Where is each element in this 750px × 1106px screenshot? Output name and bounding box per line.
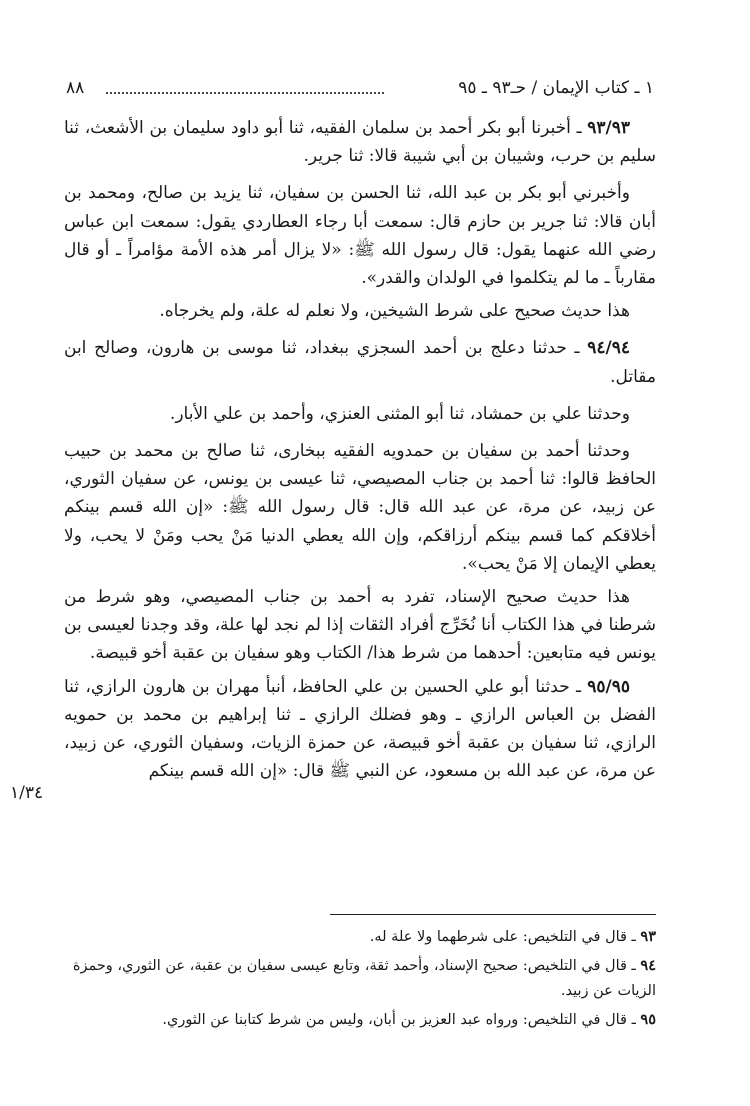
footnote-93	[64, 924, 656, 950]
paragraph-text: هذا حديث صحيح على شرط الشيخين، ولا نعلم له علة، ولم يخرجاه.	[159, 301, 630, 322]
hadith-95-paragraph	[64, 673, 656, 786]
manuscript-folio-note: ١/٣٤	[10, 783, 44, 803]
page-number: ٨٨	[66, 78, 85, 98]
hadith-94-text-paragraph	[64, 437, 656, 578]
hadith-93-grading-paragraph	[64, 297, 656, 325]
hadith-number: ٩٣/٩٣	[587, 118, 630, 138]
paragraph-text: وحدثنا أحمد بن سفيان بن حمدويه الفقيه ببخارى، ثنا صالح بن محمد بن حبيب الحافظ قالوا: ثنا أحمد بن جناب المصيصي، ثنا عيسى بن يونس، عن سفيان الثوري، عن زبيد، عن مرة، عن عبد الله قال: قال رسول الله ﷺ: «إن الله قسم بينكم أخلاقكم كما قسم بينكم أرزاقكم، وإن الله يعطي الدنيا مَنْ يحب ومَنْ لا يحب، ولا يعطي الإيمان إلا مَنْ يحب».	[64, 441, 656, 574]
footnote-number: ٩٤	[640, 957, 656, 974]
footnote-text: ـ قال في التلخيص: ورواه عبد العزيز بن أبان، وليس من شرط كتابنا عن الثوري.	[162, 1012, 641, 1028]
paragraph-text: ـ أخبرنا أبو بكر أحمد بن سلمان الفقيه، ثنا أبو داود سليمان بن الأشعث، ثنا سليم بن حرب، وشيبان بن أبي شيبة قالا: ثنا جرير.	[64, 118, 656, 167]
paragraph-text: وأخبرني أبو بكر بن عبد الله، ثنا الحسن بن سفيان، ثنا يزيد بن صالح، ومحمد بن أبان قالا: ثنا جرير بن حازم قال: سمعت أبا رجاء العطاردي يقول: سمعت ابن عباس رضي الله عنهما يقول: قال رسول الله ﷺ: «لا يزال أمر هذه الأمة مؤامراً ـ أو قال مقارباً ـ ما لم يتكلموا في الولدان والقدر».	[64, 183, 656, 289]
paragraph-text: ـ حدثنا دعلج بن أحمد السجزي ببغداد، ثنا موسى بن هارون، وصالح ابن مقاتل.	[64, 338, 656, 387]
paragraph-text: هذا حديث صحيح الإسناد، تفرد به أحمد بن جناب المصيصي، وهو شرط من شرطنا في هذا الكتاب أنا نُخَرِّج أفراد الثقات إذا لم نجد لها علة، وقد وجدنا لعيسى بن يونس فيه متابعين: أحدهما من شرط هذا/ الكتاب وهو سفيان بن عقبة أخو قبيصة.	[64, 587, 656, 664]
hadith-94-chain-paragraph	[64, 400, 656, 428]
footnote-94	[64, 953, 656, 1004]
paragraph-text: وحدثنا علي بن حمشاد، ثنا أبو المثنى العنزي، وأحمد بن علي الأبار.	[169, 403, 630, 424]
hadith-94-paragraph	[64, 334, 656, 390]
hadith-number: ٩٥/٩٥	[587, 676, 630, 697]
header-dotted-leader	[106, 92, 384, 94]
running-header	[66, 78, 654, 104]
running-title: ١ ـ كتاب الإيمان / حـ٩٣ ـ ٩٥	[458, 78, 654, 98]
hadith-94-grading-paragraph	[64, 583, 656, 668]
footnote-text: ـ قال في التلخيص: صحيح الإسناد، وأحمد ثقة، وتابع عيسى سفيان بن عقبة، عن الثوري، وحمزة الزيات عن زبيد.	[72, 958, 656, 999]
main-text	[64, 114, 656, 794]
footnote-separator	[330, 914, 656, 915]
hadith-93-chain-paragraph	[64, 179, 656, 292]
paragraph-text: ـ حدثنا أبو علي الحسين بن علي الحافظ، أنبأ مهران بن هارون الرازي، ثنا الفضل بن العباس الرازي ـ وهو فضلك الرازي ـ ثنا إبراهيم بن محمد بن حمويه الرازي، ثنا سفيان بن عقبة أخو قبيصة، عن حمزة الزيات، وسفيان الثوري، عن زبيد، عن مرة، عن عبد الله بن مسعود، عن النبي ﷺ قال: «إن الله قسم بينكم	[64, 676, 656, 782]
footnote-number: ٩٥	[640, 1011, 656, 1028]
footnote-text: ـ قال في التلخيص: على شرطهما ولا علة له.	[369, 929, 641, 945]
footnotes	[64, 924, 656, 1036]
footnote-number: ٩٣	[640, 928, 656, 945]
hadith-93-paragraph	[64, 114, 656, 170]
hadith-number: ٩٤/٩٤	[587, 338, 630, 359]
footnote-95	[64, 1007, 656, 1033]
